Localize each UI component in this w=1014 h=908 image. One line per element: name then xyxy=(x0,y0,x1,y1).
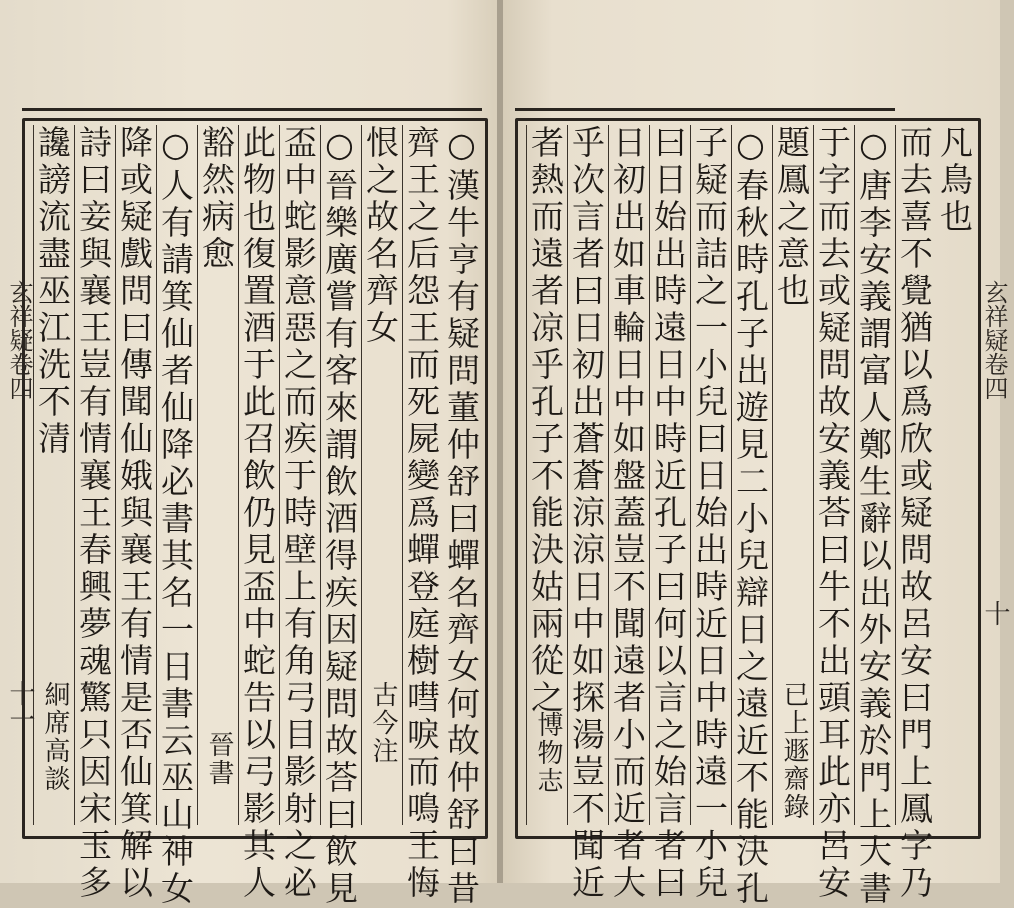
right-source-note-2: 博物志 xyxy=(533,711,563,795)
left-column-6: 此物也復置酒于此召飲仍見盃中蛇告以弓影其人 xyxy=(238,125,277,902)
right-column-4: 于字而去或疑問故安義荅曰牛不出頭耳此亦呂安 xyxy=(813,125,852,902)
left-column-5: 盃中蛇影意惡之而疾于時壁上有角弓目影射之必 xyxy=(279,125,318,902)
left-column-2: 齊王之后怨王而死屍變爲蟬登庭樹嘒唳而鳴王悔 xyxy=(402,125,441,902)
right-column-5: 題鳳之意也 xyxy=(772,125,809,825)
left-folio: 十一 xyxy=(5,680,35,732)
right-column-6: ○春秋時孔子出遊見二小兒辯日之遠近不能決孔 xyxy=(731,125,770,908)
right-column-8: 曰日始出時遠日中時近孔子曰何以言之始言者曰 xyxy=(649,125,688,902)
left-text-frame xyxy=(22,118,488,908)
left-column-11: 讒謗流盡巫江洗不清 xyxy=(33,125,70,825)
left-column-1: ○漢牛亨有疑問董仲舒曰蟬名齊女何故仲舒曰昔 xyxy=(442,125,481,908)
right-column-11: 者熱而遠者凉乎孔子不能決姑兩從之 xyxy=(526,125,563,825)
right-margin-title: 玄祥疑卷四 xyxy=(980,280,1008,400)
left-column-8: ○人有請箕仙者仙降必書其名一日書云巫山神女 xyxy=(156,125,195,908)
right-column-9: 日初出如車輪日中如盤蓋豈不聞遠者小而近者大 xyxy=(608,125,647,902)
left-column-7: 豁然病愈 xyxy=(197,125,234,825)
left-page xyxy=(0,0,497,908)
right-page xyxy=(503,0,1010,908)
right-text-frame xyxy=(515,118,981,908)
right-source-note-1: 已上遯齋錄 xyxy=(779,681,809,821)
left-source-note-1: 古今注 xyxy=(368,681,398,765)
left-source-note-2: 晉書 xyxy=(204,731,234,787)
left-source-note-3: 絅席高談 xyxy=(40,681,70,793)
left-margin-title: 玄祥疑卷四 xyxy=(5,280,33,400)
right-top-rule xyxy=(515,108,895,111)
left-column-4: ○晉樂廣嘗有客來謂飲酒得疾因疑問故荅曰飲見 xyxy=(320,125,359,908)
right-column-3: ○唐李安義謂富人鄭生辭以出外安義於門上大書 xyxy=(854,125,893,908)
right-column-10: 乎次言者曰日初出蒼蒼涼涼日中如探湯豈不聞近 xyxy=(567,125,606,902)
right-column-2: 而去喜不覺猶以爲欣或疑問故呂安曰門上鳳字乃 xyxy=(895,125,934,902)
right-folio: 十 xyxy=(980,600,1010,626)
left-column-10: 詩曰妾與襄王豈有情襄王春興夢魂驚只因宋玉多 xyxy=(74,125,113,902)
right-column-7: 子疑而詰之一小兒曰日始出時近日中時遠一小兒 xyxy=(690,125,729,902)
left-column-9: 降或疑戲問曰傳聞仙娥與襄王有情是否仙箕解以 xyxy=(115,125,154,902)
left-column-3: 恨之故名齊女 xyxy=(361,125,398,825)
left-top-rule xyxy=(22,108,482,111)
right-column-1: 凡鳥也 xyxy=(935,125,974,236)
